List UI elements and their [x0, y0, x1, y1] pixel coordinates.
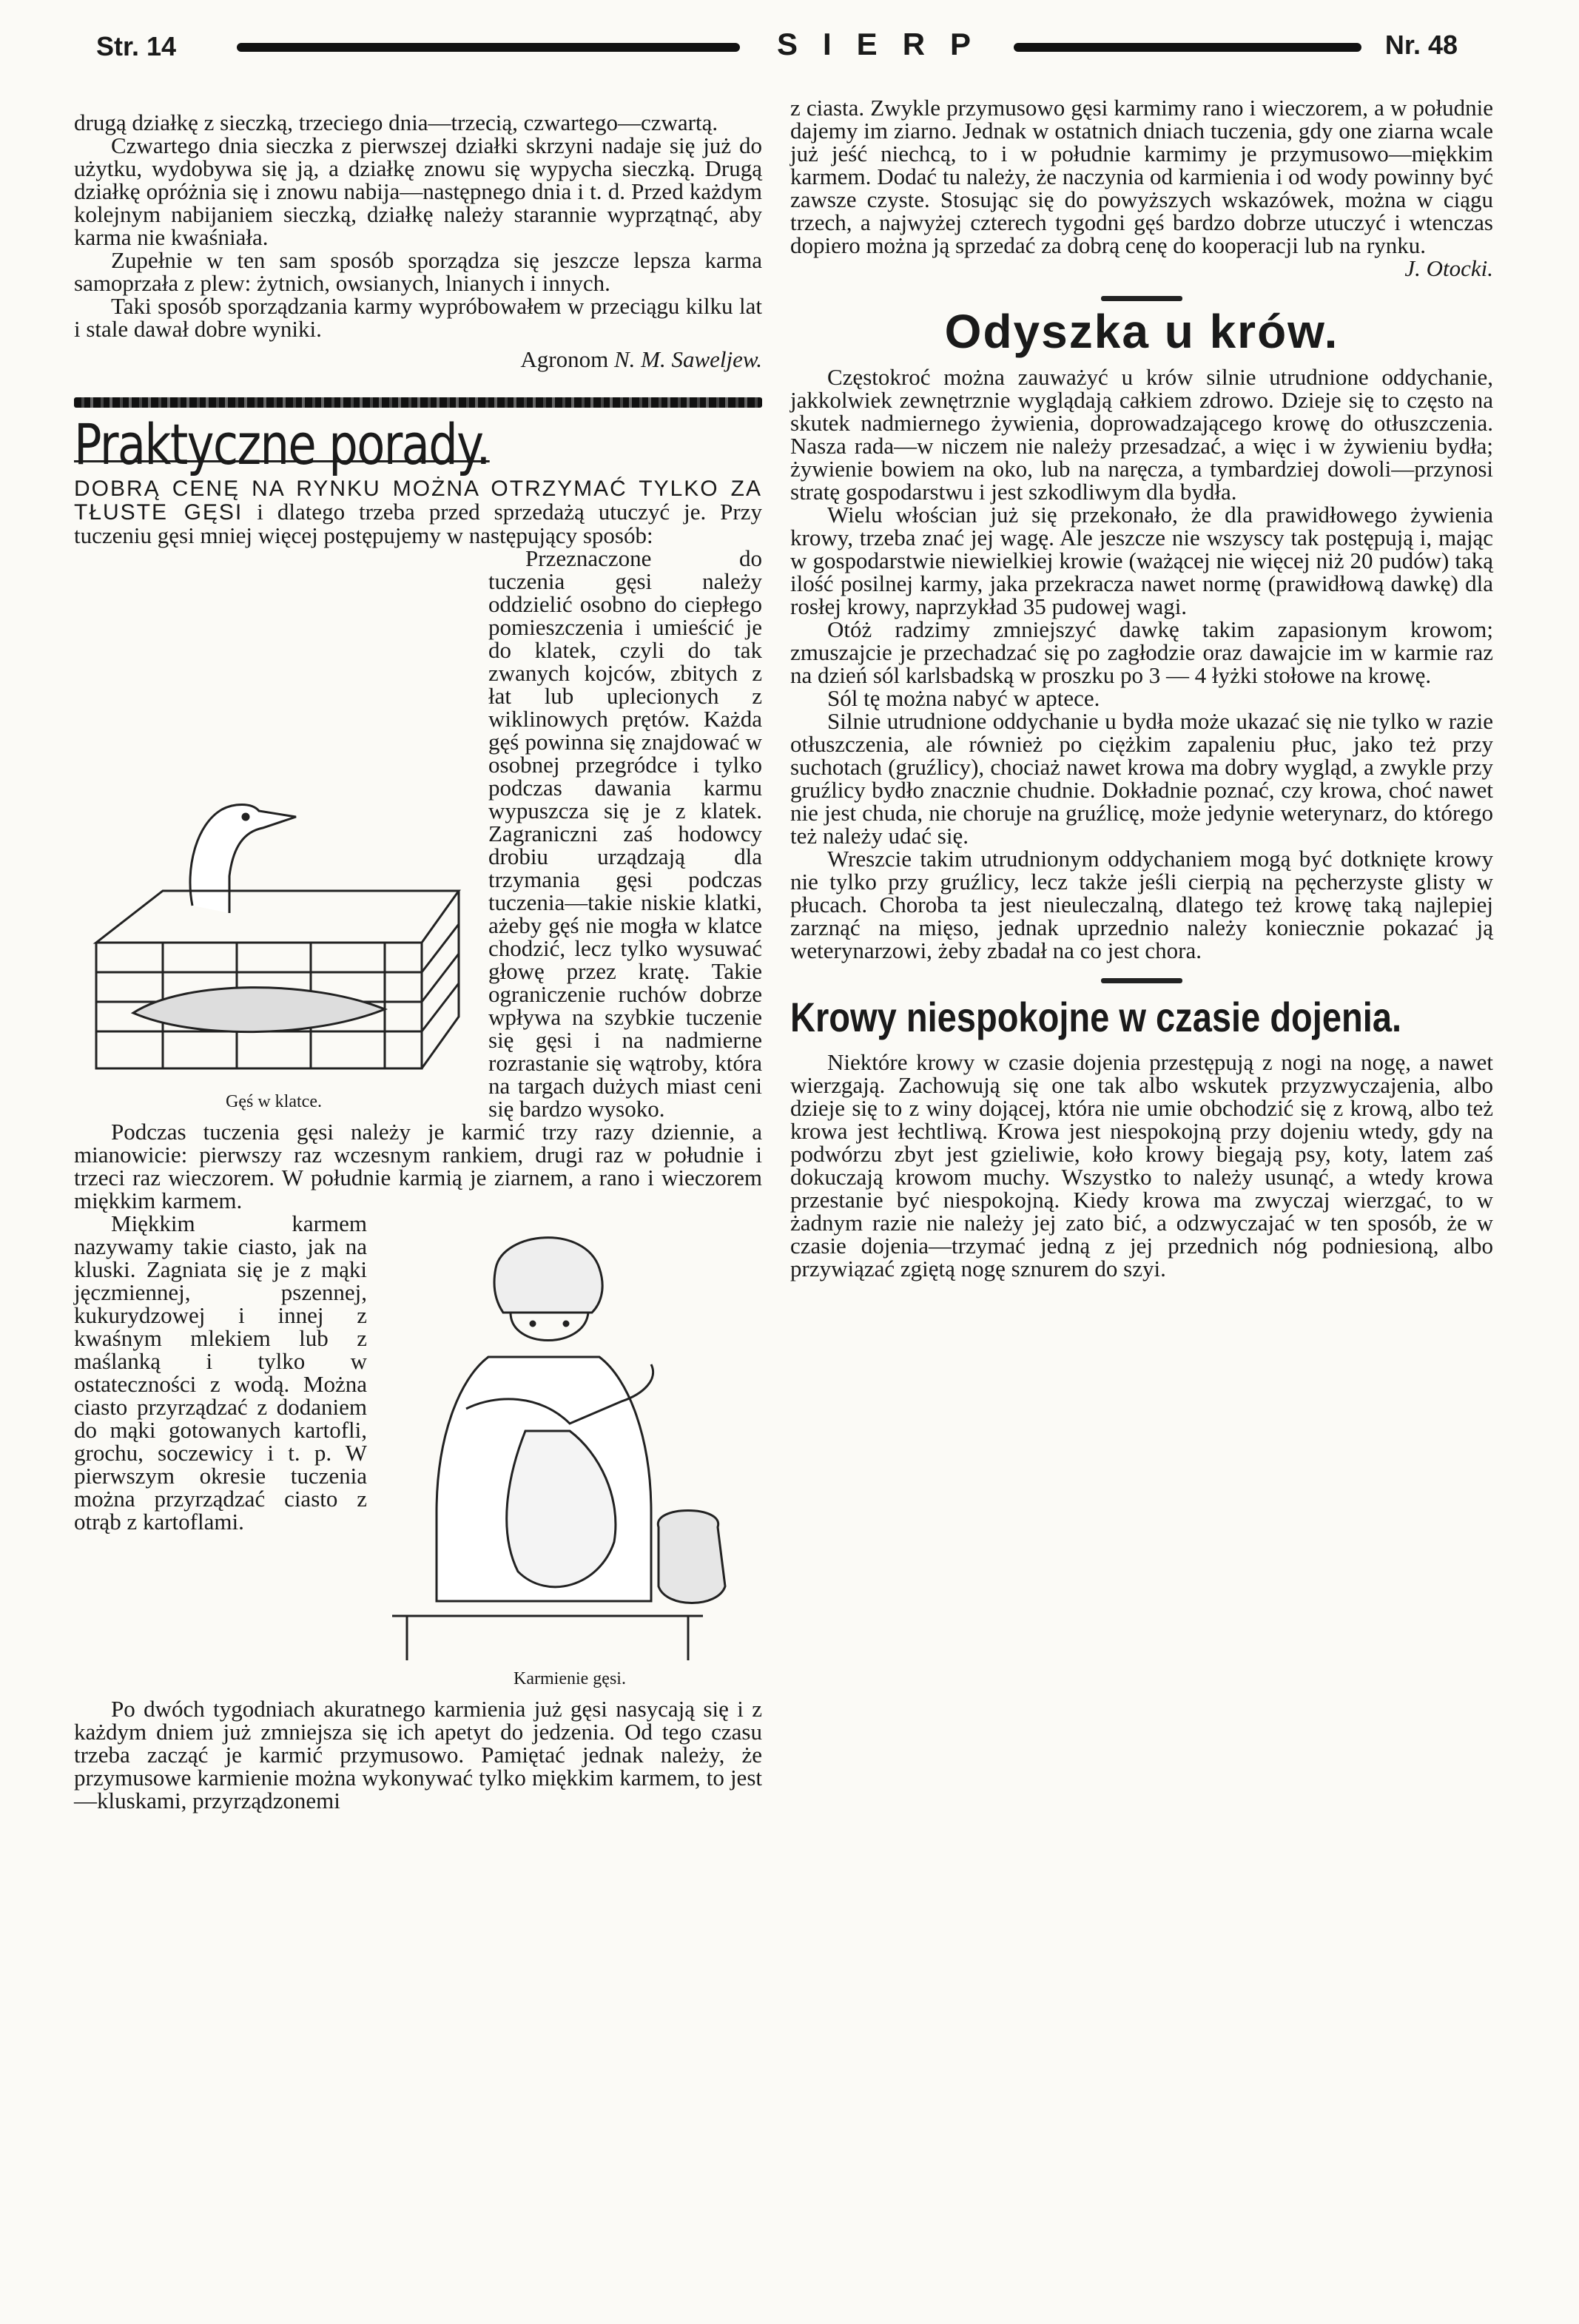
short-divider-1 [1101, 296, 1182, 301]
continuation-signature: J. Otocki. [1404, 255, 1493, 281]
intro-paragraph-2: Czwartego dnia sieczka z pierwszej działki skrzyni nadaje się już do użytku, wydobywa się ją, a działkę znowu się wypycha sieczką. Drugą działkę opróżnia się i znowu nabija—następnego dnia i t. d. Przed każdym kolejnym nabijaniem sieczką, działkę należy starannie wyprzątnąć, aby karma nie kwaśniała. [74, 132, 762, 250]
intro-paragraph-3: Zupełnie w ten sam sposób sporządza się jeszcze lepsza karma samoprzała z plew: żytnich, owsianych, lnianych i innych. [74, 247, 762, 296]
journal-title: SIERP [777, 27, 997, 61]
section-title: Praktyczne porady. [74, 411, 490, 477]
p1-block [74, 547, 762, 1120]
paragraph-forced-feeding: Po dwóch tygodniach akuratnego karmienia już gęsi nasycają się i z każdym dniem już zmniejsza się ich apetyt do jedzenia. Od tego czasu trzeba zacząć je karmić przymusowo. Pamiętać jednak należy, że przymusowe karmienie można wykonywać tylko miękkim karmem, to jest—kluskami, przyrządzonemi [74, 1696, 762, 1813]
article-title-krowy: Krowy niespokojne w czasie dojenia. [790, 994, 1402, 1040]
figure-goose-cage-caption: Gęś w klatce. [226, 1092, 322, 1111]
odyszka-paragraph-1: Częstokroć można zauważyć u krów silnie utrudnione oddychanie, jakkolwiek zewnętrznie wyglądają całkiem zdrowo. Dzieje się to często na skutek nadmiernego żywienia, doprowadzającego krowę do otłuszczenia. Nasza rada—w niczem nie należy przesadzać, a więc i w żywieniu bydła; żywienie bowiem na oko, lub na naręcza, a tymbardziej dowoli—przynosi stratę gospodarstwu i jest szkodliwym dla bydła. [790, 364, 1493, 505]
article-title-odyszka: Odyszka u krów. [944, 305, 1339, 358]
page-number: Str. 14 [96, 31, 177, 61]
lead-caps: DOBRĄ CENĘ NA RYNKU MOŻNA OTRZYMAĆ TYLKO ZA TŁUSTE GĘSI [74, 476, 762, 525]
odyszka-paragraph-2: Wielu włościan już się przekonało, że dla prawidłowego żywienia krowy, trzeba znać jej wagę. Ale jeszcze nie wszyscy tak postępują i, mając w gospodarstwie niewielkiej krowie (ważącej nie więcej niż 20 pudów) taką ilość posilnej karmy, jaka przekracza nawet normę (prawidłową dawkę) dla rosłej krowy, naprzykład 35 pudowej wagi. [790, 502, 1493, 619]
signature-prefix: Agronom [520, 346, 609, 372]
short-divider-2 [1101, 978, 1182, 983]
paragraph-cages: Przeznaczone do tuczenia gęsi należy oddzielić osobno do ciepłego pomieszczenia i umieścić je do klatek, czyli do tak zwanych kojców, zbitych z łat lub uplecionych z wiklinowych prętów. Każda gęś powinna się znajdować w osobnej przegródce i tylko podczas dawania karmu wypuszcza się je z klatek. Zagraniczni zaś hodowcy drobiu urządzają dla trzymania gęsi podczas tuczenia—takie niskie klatki, ażeby gęś nie mogła w klatce chodzić, lecz tylko wysuwać głowę przez kratę. Takie ograniczenie ruchów dobrze wpływa na szybkie tuczenie się gęsi i na nadmierne rozrastanie się wątroby, która na targach dużych miast ceni się bardzo wysoko. [488, 545, 762, 1122]
continuation-paragraph: z ciasta. Zwykle przymusowo gęsi karmimy rano i wieczorem, a w południe dajemy im ziarno. Jednak w ostatnich dniach tuczenia, gdy one ziarna wcale już jeść niechcą, to i w południe karmimy je przymusowo—miękkim karmem. Dodać tu należy, że naczynia od karmienia i od wody powinny być zawsze czyste. Stosując się do powyższych wskazówek, można w ciągu trzech, a najwyżej czterech tygodni gęś bardzo dobrze utuczyć i wtenczas dopiero można ją sprzedać za dobrą cenę do kooperacji lub na rynku. [790, 95, 1493, 258]
header-rule-left [237, 43, 740, 52]
figure-goose-feeding [377, 1216, 762, 1697]
figure-goose-feeding-caption: Karmienie gęsi. [514, 1669, 626, 1688]
odyszka-paragraph-3: Otóż radzimy zmniejszyć dawkę takim zapasionym krowom; zmuszajcie je przechadzać się po zagłodzie oraz dawajcie im w karmie raz na dzień sól karlsbadską w proszku po 3 — 4 łyżki stołowe na krowę. [790, 616, 1493, 688]
intro-paragraph-1: drugą działkę z sieczką, trzeciego dnia—trzecią, czwartego—czwartą. [74, 110, 718, 135]
lead-rest: i dlatego trzeba przed sprzedażą utuczyć je. Przy tuczeniu gęsi mniej więcej postępujemy w następujący sposób: [74, 499, 763, 548]
figure-goose-cage [74, 758, 474, 1120]
intro-signature [74, 348, 762, 371]
paragraph-soft-feed: Miękkim karmem nazywamy takie ciasto, jak na kluski. Zagniata się je z mąki jęczmiennej, pszennej, kukurydzowej i innej z kwaśnym mlekiem lub z maślanką i tylko w ostateczności z wodą. Można ciasto przyrządzać z dodaniem do mąki gotowanych kartofli, grochu, soczewicy i t. p. W pierwszym okresie tuczenia można przyrządzać ciasto z otrąb z kartoflami. [74, 1210, 367, 1535]
odyszka-paragraph-6: Wreszcie takim utrudnionym oddychaniem mogą być dotknięte krowy nie tylko przy gruźlicy, lecz także jeśli cierpią na pęcherzyste glisty w płucach. Choroba ta jest nieuleczalną, dlatego też krowę taką najlepiej zarznąć na mięso, jednak uprzednio należy koniecznie pokazać ją weterynarzowi, żeby zbadał na co jest chora. [790, 846, 1493, 963]
issue-number: Nr. 48 [1384, 30, 1458, 60]
right-column [790, 96, 1493, 1280]
page-header [96, 22, 1458, 81]
paragraph-feeding-times: Podczas tuczenia gęsi należy je karmić trzy razy dziennie, a mianowicie: pierwszy raz wczesnym rankiem, drugi raz w południe i trzeci raz wieczorem. W południe karmią je ziarnem, a rano i wieczorem miękkim karmem. [74, 1119, 762, 1213]
p3-block [74, 1210, 762, 1688]
header-rule-right [1014, 43, 1361, 52]
goose-cage-illustration [74, 758, 474, 1091]
goose-feeding-illustration [377, 1216, 762, 1668]
signature-name: N. M. Saweljew. [613, 346, 762, 372]
krowy-paragraph-1: Niektóre krowy w czasie dojenia przestępują z nogi na nogę, a nawet wierzgają. Zachowują się one tak albo wskutek przyzwyczajenia, albo dzieje się to z winy dojącej, która nie umie obchodzić się z krową, albo też krowa jest łechtliwą. Krowa jest niespokojną przy dojeniu wtedy, gdy na podwórzu zbyt jest gzieliwie, koło krowy biegają psy, koty, latem zaś dokuczają krowom muchy. Wszystko to należy usunąć, a wtedy krowa przestanie być niespokojną. Kiedy krowa ma zwyczaj wierzgać, to w żadnym razie nie należy jej zato bić, a odzwyczajać w ten sposób, że w czasie dojenia—trzymać jedną z jej przednich nóg podniesioną, albo przywiązać zgiętą nogę sznurem do szyi. [790, 1049, 1493, 1281]
intro-paragraph-4: Taki sposób sporządzania karmy wypróbowałem w przeciągu kilku lat i stale dawał dobre wyniki. [74, 293, 762, 342]
lead-paragraph [74, 476, 762, 547]
left-column [74, 111, 762, 1812]
odyszka-paragraph-4: Sól tę można nabyć w aptece. [827, 685, 1100, 711]
odyszka-paragraph-5: Silnie utrudnione oddychanie u bydła może ukazać się nie tylko w razie otłuszczenia, ale również po ciężkim zapaleniu płuc, jako też przy suchotach (gruźlicy), chociaż nawet krowa ma dobry wygląd, a zwykle przy gruźlicy bydło znacznie chudnie. Dokładnie poznać, czy krowa, choć nawet nie jest chuda, nie choruje na gruźlicę, może jedynie weterynarz, do którego też należy udać się. [790, 708, 1493, 849]
section-divider [74, 397, 762, 408]
